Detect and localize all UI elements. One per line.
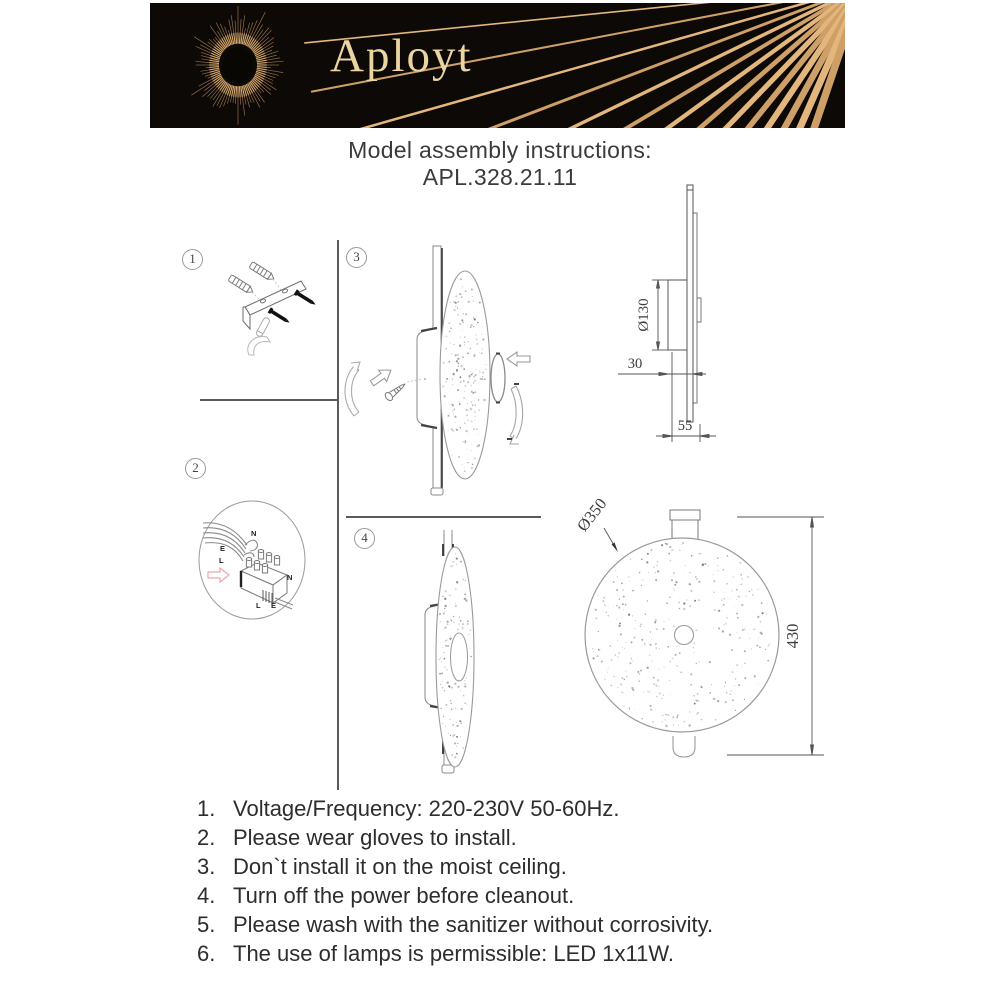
clip-part [255, 317, 270, 338]
wire-label-e2: E [271, 601, 277, 610]
brand-name: Aployt [330, 30, 473, 82]
instruction-text: Turn off the power before cleanout. [233, 883, 575, 908]
terminal-block [241, 550, 293, 610]
wire-label-n2: N [287, 573, 293, 582]
instruction-text: Don`t install it on the moist ceiling. [233, 854, 567, 879]
step-3-badge: 3 [346, 247, 367, 268]
step-4-diagram [398, 518, 518, 778]
lamp-side-outline [668, 185, 701, 422]
instruction-item [197, 910, 837, 939]
divider-left-horizontal [200, 399, 337, 401]
wire-label-l2: L [256, 601, 261, 610]
instruction-item [197, 823, 837, 852]
rotate-arrow-icon [507, 383, 523, 444]
lamp-disc-front [585, 538, 779, 732]
disc-diameter-label: Ø350 [572, 494, 611, 535]
direction-arrow-icon [208, 568, 229, 582]
instruction-item [197, 881, 837, 910]
step-1-diagram [215, 245, 325, 365]
mount-depth-label: 30 [627, 356, 643, 372]
lamp-disc-side [436, 547, 474, 767]
instruction-number: 1. [197, 796, 216, 821]
instruction-item [197, 939, 837, 968]
step-1-badge: 1 [182, 249, 203, 270]
mounting-plate [417, 328, 437, 428]
wire-label-n: N [251, 529, 257, 538]
instruction-number: 2. [197, 825, 216, 850]
push-arrow-icon [368, 364, 395, 389]
wire-label-e: E [220, 544, 226, 553]
wall-anchor [249, 262, 276, 282]
instruction-number: 5. [197, 912, 216, 937]
screw [384, 381, 408, 402]
side-view-dimension-drawing [588, 178, 718, 448]
total-height-label: 430 [783, 623, 802, 649]
front-view-dimension-drawing [556, 466, 846, 766]
step-2-badge: 2 [185, 458, 206, 479]
screw [268, 307, 292, 325]
mounting-bracket [243, 281, 306, 329]
hook-part [248, 336, 270, 355]
instruction-text: Voltage/Frequency: 220-230V 50-60Hz. [233, 796, 620, 821]
header-decoration [150, 3, 845, 128]
header-band [150, 3, 845, 128]
starburst-center [223, 47, 253, 83]
push-arrow-icon [507, 352, 530, 366]
instruction-number: 3. [197, 854, 216, 879]
wire-label-l: L [219, 556, 224, 565]
page-title: Model assembly instructions: [348, 137, 652, 163]
instruction-item [197, 794, 837, 823]
instruction-text: Please wash with the sanitizer without corrosivity. [233, 912, 714, 937]
instruction-text: Please wear gloves to install. [233, 825, 517, 850]
top-stub [670, 510, 700, 540]
mount-diameter-label: Ø130 [636, 298, 652, 332]
rotate-arrow-icon [345, 362, 360, 416]
screw [294, 289, 318, 307]
total-depth-label: 55 [677, 418, 693, 434]
instruction-number: 6. [197, 941, 216, 966]
step-4-badge: 4 [354, 528, 375, 549]
mount-diameter-dimension [652, 280, 668, 350]
instruction-number: 4. [197, 883, 216, 908]
disc-diameter-leader [604, 528, 618, 552]
trim-ring [491, 353, 505, 404]
bottom-stub [673, 736, 695, 757]
step-3-diagram [338, 238, 543, 498]
step-2-diagram [195, 495, 310, 625]
instruction-text: The use of lamps is permissible: LED 1x11W. [233, 941, 674, 966]
instructions-list [197, 794, 837, 968]
model-number: APL.328.21.11 [422, 164, 578, 190]
instruction-item [197, 852, 837, 881]
wires [203, 523, 258, 561]
wall-anchor [228, 275, 255, 295]
lamp-disc-side [440, 271, 490, 479]
